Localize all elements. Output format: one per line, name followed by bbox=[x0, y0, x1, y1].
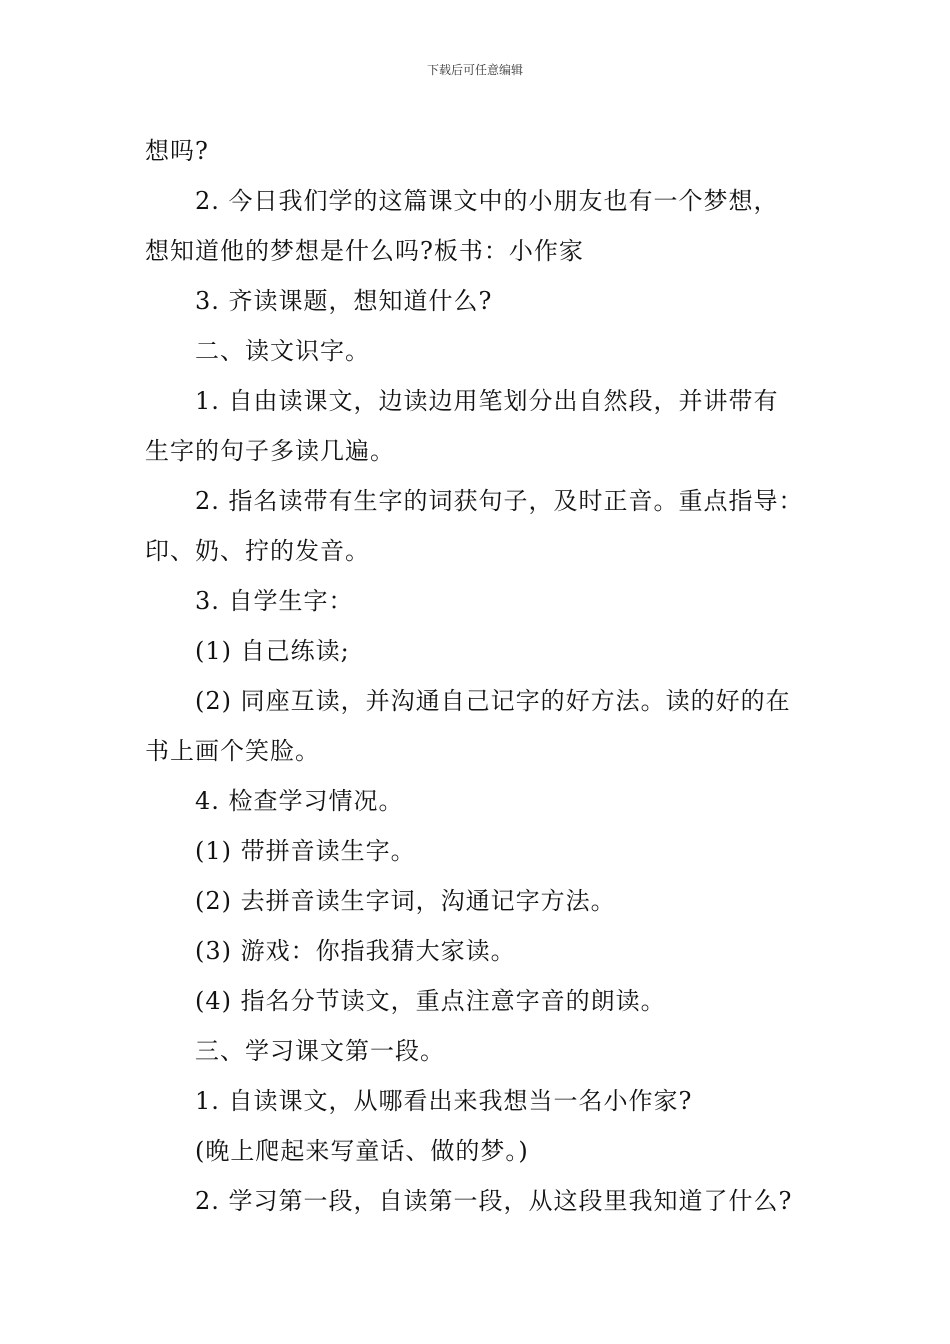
text-line-07: 生字的句子多读几遍。 bbox=[145, 437, 395, 465]
text-line-16: (2) 去拼音读生字词，沟通记字方法。 bbox=[195, 887, 616, 915]
text-line-04: 3. 齐读课题，想知道什么? bbox=[195, 287, 493, 315]
text-line-01: 想吗? bbox=[145, 137, 209, 165]
document-body bbox=[145, 126, 825, 1226]
text-line-06: 1. 自由读课文，边读边用笔划分出自然段，并讲带有 bbox=[195, 387, 779, 415]
text-line-17: (3) 游戏：你指我猜大家读。 bbox=[195, 937, 516, 965]
text-line-13: 书上画个笑脸。 bbox=[145, 737, 320, 765]
text-line-21: (晚上爬起来写童话、做的梦。) bbox=[195, 1137, 529, 1165]
text-line-22: 2. 学习第一段，自读第一段，从这段里我知道了什么? bbox=[195, 1187, 793, 1215]
text-line-15: (1) 带拼音读生字。 bbox=[195, 837, 416, 865]
text-line-12: (2) 同座互读，并沟通自己记字的好方法。读的好的在 bbox=[195, 687, 791, 715]
text-line-02: 2. 今日我们学的这篇课文中的小朋友也有一个梦想， bbox=[195, 187, 779, 215]
text-line-10: 3. 自学生字： bbox=[195, 587, 354, 615]
text-line-09: 印、奶、拧的发音。 bbox=[145, 537, 370, 565]
page-header: 下载后可任意编辑 bbox=[426, 63, 523, 77]
text-line-20: 1. 自读课文，从哪看出来我想当一名小作家? bbox=[195, 1087, 693, 1115]
text-line-18: (4) 指名分节读文，重点注意字音的朗读。 bbox=[195, 987, 666, 1015]
text-line-08: 2. 指名读带有生字的词获句子，及时正音。重点指导： bbox=[195, 487, 804, 515]
section-heading-3: 三、学习课文第一段。 bbox=[195, 1037, 445, 1065]
text-line-14: 4. 检查学习情况。 bbox=[195, 787, 404, 815]
text-line-11: (1) 自己练读; bbox=[195, 637, 350, 665]
text-line-03: 想知道他的梦想是什么吗?板书：小作家 bbox=[145, 237, 584, 265]
section-heading-2: 二、读文识字。 bbox=[195, 337, 370, 365]
